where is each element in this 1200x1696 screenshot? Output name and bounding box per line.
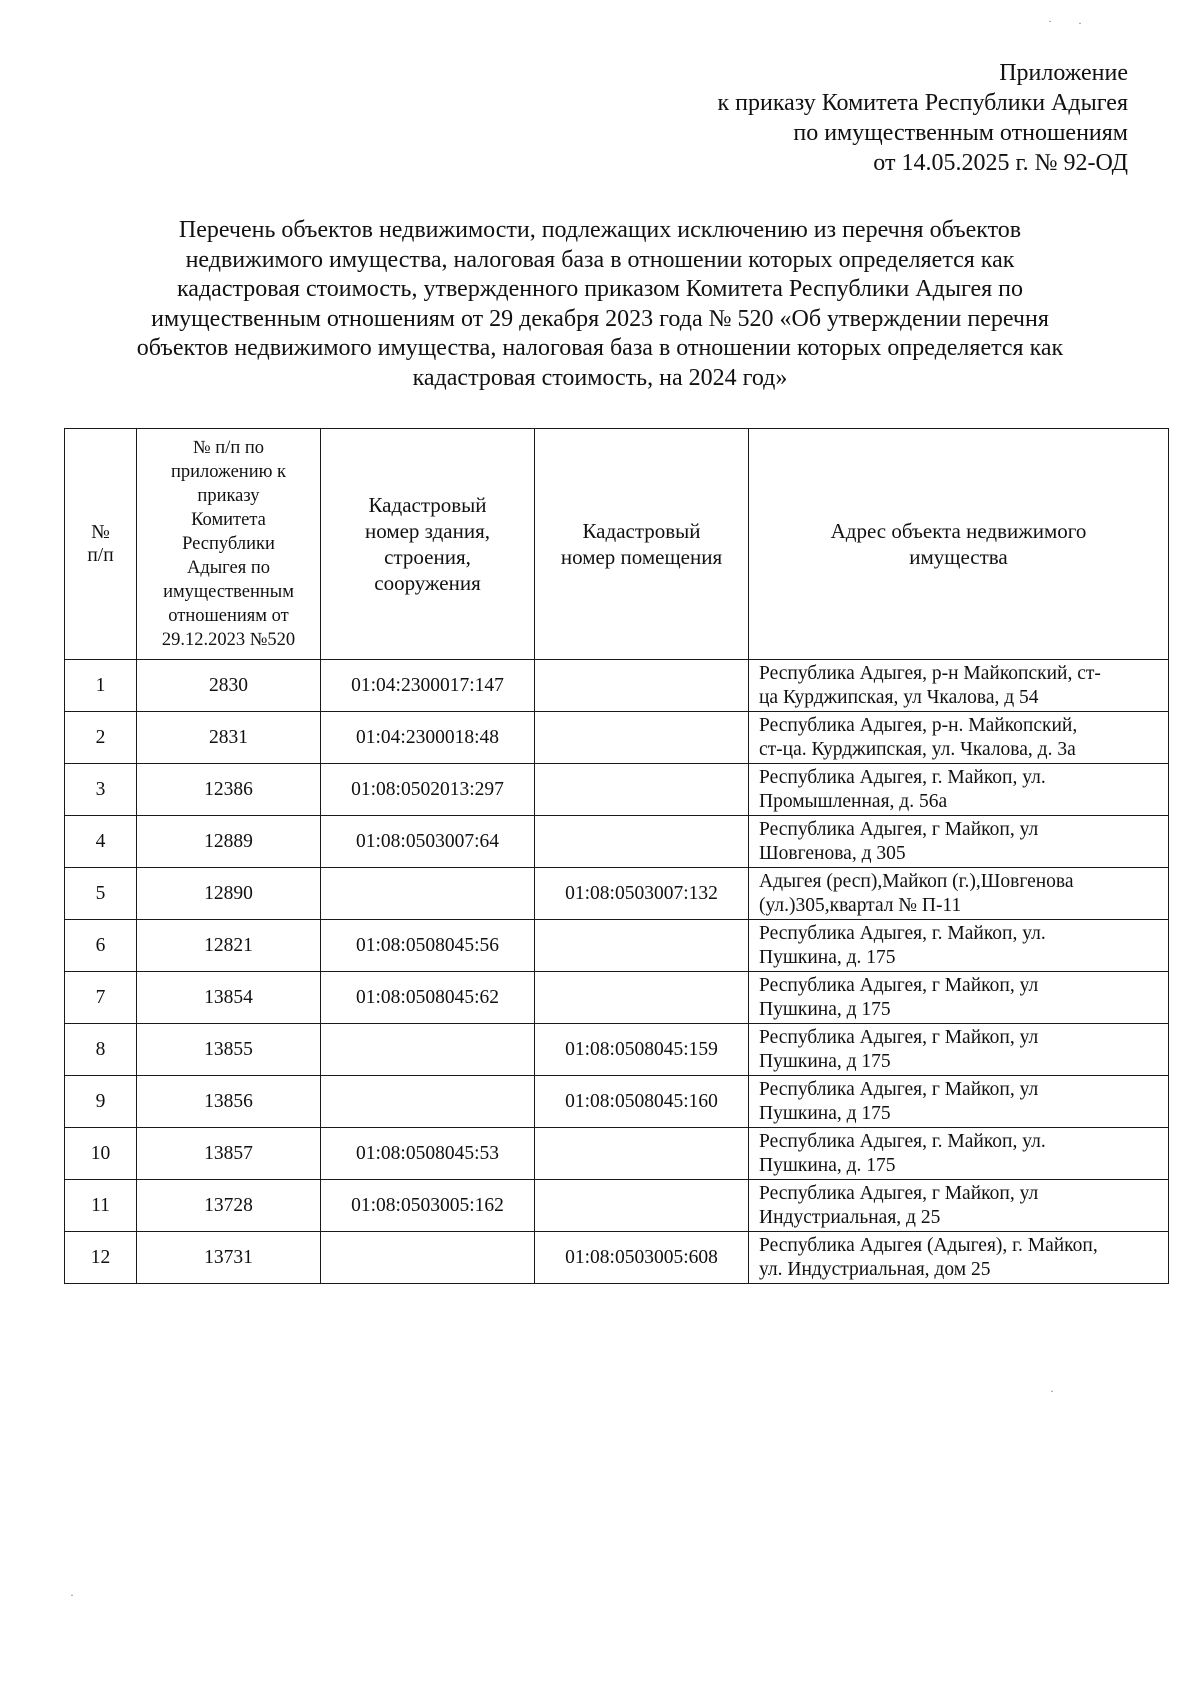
- property-table: [64, 428, 1169, 1284]
- header-building: [321, 429, 535, 660]
- address-line: Республика Адыгея, р-н Майкопский, ст-: [759, 662, 1101, 684]
- cell-building: 01:08:0508045:56: [321, 920, 535, 972]
- title-line: кадастровая стоимость, утвержденного приказом Комитета Республики Адыгея по: [177, 276, 1023, 302]
- table-row: [65, 1180, 1169, 1232]
- table-row: [65, 868, 1169, 920]
- cell-num: 6: [65, 920, 137, 972]
- cell-building: [321, 1232, 535, 1284]
- cell-address: [749, 712, 1169, 764]
- cell-address: [749, 1024, 1169, 1076]
- address-line: Пушкина, д. 175: [759, 1154, 896, 1176]
- address-line: Республика Адыгея, г Майкоп, ул: [759, 1026, 1039, 1048]
- cell-annex-num: 13855: [137, 1024, 321, 1076]
- cell-address: [749, 1128, 1169, 1180]
- address-line: Республика Адыгея, г Майкоп, ул: [759, 1078, 1039, 1100]
- cell-annex-num: 2830: [137, 660, 321, 712]
- header-text: приложению к: [170, 462, 287, 482]
- cell-room: [535, 920, 749, 972]
- header-text: п/п: [87, 545, 114, 566]
- table-row: [65, 1232, 1169, 1284]
- header-text: Кадастровый: [582, 519, 701, 543]
- header-text: приказу: [197, 486, 260, 506]
- cell-num: 10: [65, 1128, 137, 1180]
- annex-line: к приказу Комитета Республики Адыгея: [717, 90, 1128, 116]
- table-row: [65, 920, 1169, 972]
- cell-room: [535, 764, 749, 816]
- address-line: Адыгея (респ),Майкоп (г.),Шовгенова: [759, 870, 1074, 892]
- cell-num: 2: [65, 712, 137, 764]
- table-row: [65, 712, 1169, 764]
- cell-room: [535, 1128, 749, 1180]
- cell-room: [535, 1180, 749, 1232]
- cell-address: [749, 972, 1169, 1024]
- address-line: Шовгенова, д 305: [759, 842, 906, 864]
- cell-address: [749, 868, 1169, 920]
- annex-header: [428, 58, 1128, 178]
- header-text: №: [91, 522, 110, 543]
- cell-address: [749, 1180, 1169, 1232]
- cell-address: [749, 1232, 1169, 1284]
- cell-building: 01:08:0502013:297: [321, 764, 535, 816]
- cell-room: [535, 660, 749, 712]
- header-text: имущества: [909, 545, 1008, 569]
- cell-room: [535, 816, 749, 868]
- table-row: [65, 972, 1169, 1024]
- header-text: отношениям от: [168, 606, 289, 626]
- address-line: Республика Адыгея, р-н. Майкопский,: [759, 714, 1078, 736]
- cell-address: [749, 920, 1169, 972]
- cell-num: 4: [65, 816, 137, 868]
- header-address: [749, 429, 1169, 660]
- cell-num: 12: [65, 1232, 137, 1284]
- scan-speck: ·: [1078, 16, 1082, 30]
- address-line: Республика Адыгея (Адыгея), г. Майкоп,: [759, 1234, 1098, 1256]
- cell-num: 1: [65, 660, 137, 712]
- cell-building: 01:08:0503007:64: [321, 816, 535, 868]
- annex-line: по имущественным отношениям: [793, 120, 1128, 146]
- cell-room: 01:08:0503005:608: [535, 1232, 749, 1284]
- header-text: Кадастровый: [368, 493, 487, 517]
- cell-annex-num: 12821: [137, 920, 321, 972]
- title-line: недвижимого имущества, налоговая база в отношении которых определяется как: [185, 246, 1015, 273]
- cell-num: 7: [65, 972, 137, 1024]
- header-room: [535, 429, 749, 660]
- scan-speck: ·: [1048, 14, 1052, 28]
- cell-room: [535, 972, 749, 1024]
- table-row: [65, 660, 1169, 712]
- header-text: Адрес объекта недвижимого: [830, 519, 1087, 543]
- address-line: Республика Адыгея, г Майкоп, ул: [759, 1182, 1039, 1204]
- cell-building: 01:04:2300017:147: [321, 660, 535, 712]
- cell-annex-num: 13731: [137, 1232, 321, 1284]
- header-num: [65, 429, 137, 660]
- cell-room: 01:08:0503007:132: [535, 868, 749, 920]
- header-text: 29.12.2023 №520: [161, 630, 296, 650]
- cell-building: [321, 1024, 535, 1076]
- cell-room: 01:08:0508045:160: [535, 1076, 749, 1128]
- table-header-row: [65, 429, 1169, 660]
- cell-building: [321, 868, 535, 920]
- header-text: Республики: [182, 534, 275, 554]
- annex-line: от 14.05.2025 г. № 92-ОД: [873, 150, 1128, 176]
- address-line: ст-ца. Курджипская, ул. Чкалова, д. 3а: [759, 738, 1076, 760]
- address-line: (ул.)305,квартал № П-11: [759, 894, 962, 916]
- address-line: Республика Адыгея, г. Майкоп, ул.: [759, 766, 1046, 788]
- header-text: Адыгея по: [186, 558, 271, 578]
- title-line: кадастровая стоимость, на 2024 год»: [412, 364, 788, 391]
- header-text: строения,: [384, 545, 471, 569]
- document-title: [40, 216, 1160, 393]
- cell-annex-num: 12890: [137, 868, 321, 920]
- scan-speck: ·: [1050, 1384, 1054, 1398]
- header-annex-num: [137, 429, 321, 660]
- cell-num: 11: [65, 1180, 137, 1232]
- cell-room: 01:08:0508045:159: [535, 1024, 749, 1076]
- cell-address: [749, 816, 1169, 868]
- annex-line: Приложение: [999, 60, 1128, 86]
- cell-building: 01:08:0503005:162: [321, 1180, 535, 1232]
- title-line: Перечень объектов недвижимости, подлежащих исключению из перечня объектов: [178, 217, 1022, 243]
- cell-address: [749, 1076, 1169, 1128]
- address-line: Республика Адыгея, г Майкоп, ул: [759, 818, 1039, 840]
- header-text: имущественным: [163, 582, 294, 602]
- table-row: [65, 816, 1169, 868]
- cell-annex-num: 13854: [137, 972, 321, 1024]
- cell-building: [321, 1076, 535, 1128]
- header-text: номер здания,: [364, 519, 490, 543]
- cell-annex-num: 12386: [137, 764, 321, 816]
- address-line: Республика Адыгея, г Майкоп, ул: [759, 974, 1039, 996]
- address-line: Республика Адыгея, г. Майкоп, ул.: [759, 922, 1046, 944]
- title-line: объектов недвижимого имущества, налоговая база в отношении которых определяется как: [136, 335, 1064, 361]
- cell-building: 01:08:0508045:62: [321, 972, 535, 1024]
- scan-speck: ·: [70, 1588, 74, 1602]
- cell-annex-num: 13728: [137, 1180, 321, 1232]
- address-line: ул. Индустриальная, дом 25: [759, 1258, 991, 1280]
- table-row: [65, 1128, 1169, 1180]
- address-line: Пушкина, д 175: [759, 1050, 891, 1072]
- cell-annex-num: 12889: [137, 816, 321, 868]
- cell-num: 9: [65, 1076, 137, 1128]
- address-line: Пушкина, д 175: [759, 1102, 891, 1124]
- header-text: № п/п по: [193, 438, 264, 458]
- header-text: сооружения: [374, 571, 481, 595]
- cell-annex-num: 13856: [137, 1076, 321, 1128]
- cell-annex-num: 13857: [137, 1128, 321, 1180]
- address-line: Промышленная, д. 56а: [759, 790, 948, 812]
- cell-address: [749, 660, 1169, 712]
- cell-room: [535, 712, 749, 764]
- cell-num: 3: [65, 764, 137, 816]
- table-row: [65, 1024, 1169, 1076]
- address-line: ца Курджипская, ул Чкалова, д 54: [759, 686, 1039, 708]
- cell-building: 01:04:2300018:48: [321, 712, 535, 764]
- cell-num: 5: [65, 868, 137, 920]
- address-line: Республика Адыгея, г. Майкоп, ул.: [759, 1130, 1046, 1152]
- header-text: номер помещения: [560, 545, 723, 569]
- address-line: Пушкина, д. 175: [759, 946, 896, 968]
- header-text: Комитета: [191, 510, 266, 530]
- address-line: Пушкина, д 175: [759, 998, 891, 1020]
- cell-address: [749, 764, 1169, 816]
- title-line: имущественным отношениям от 29 декабря 2023 года № 520 «Об утверждении перечня: [151, 305, 1049, 332]
- table-row: [65, 1076, 1169, 1128]
- cell-building: 01:08:0508045:53: [321, 1128, 535, 1180]
- cell-num: 8: [65, 1024, 137, 1076]
- cell-annex-num: 2831: [137, 712, 321, 764]
- address-line: Индустриальная, д 25: [759, 1206, 941, 1228]
- table-row: [65, 764, 1169, 816]
